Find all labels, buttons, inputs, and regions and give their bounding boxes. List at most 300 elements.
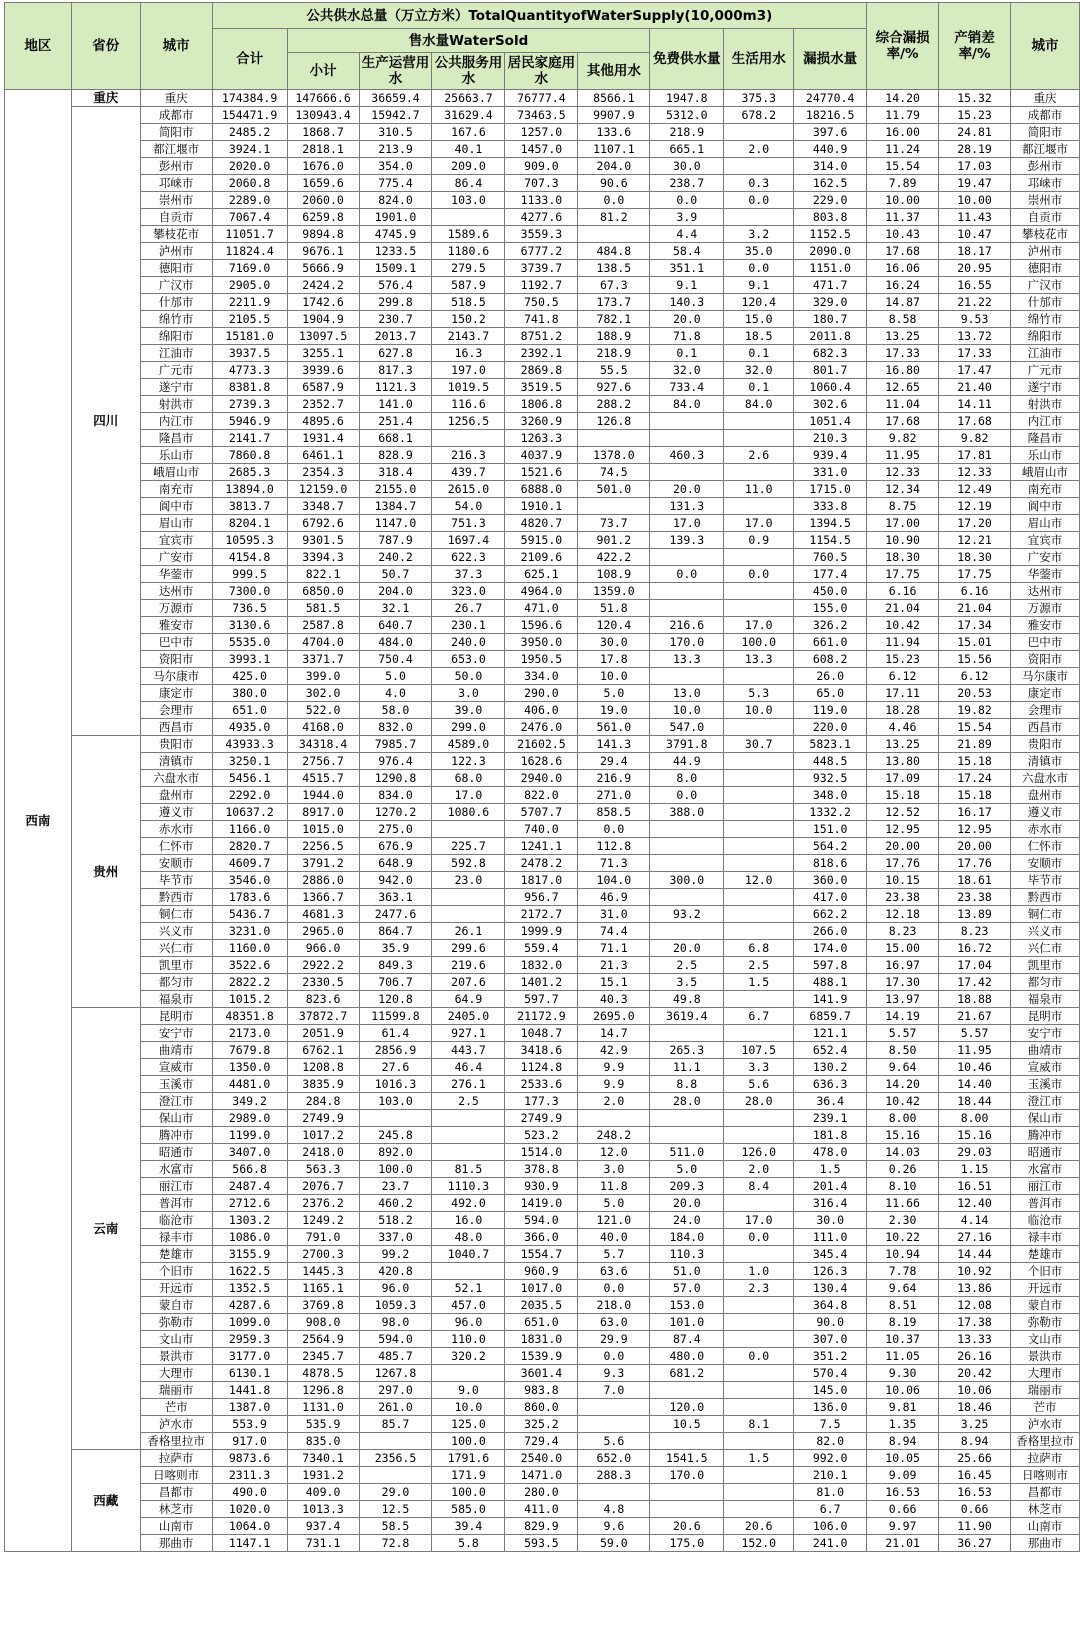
value-cell: 1086.0 [212, 1229, 287, 1246]
value-cell: 4154.8 [212, 549, 287, 566]
value-cell: 457.0 [432, 1297, 505, 1314]
city-right-cell: 雅安市 [1011, 617, 1080, 634]
value-cell: 648.9 [359, 855, 432, 872]
value-cell: 1457.0 [505, 141, 578, 158]
value-cell: 17.24 [939, 770, 1011, 787]
value-cell: 751.3 [432, 515, 505, 532]
value-cell: 892.0 [359, 1144, 432, 1161]
city-right-cell: 乐山市 [1011, 447, 1080, 464]
value-cell: 2540.0 [505, 1450, 578, 1467]
value-cell [724, 600, 794, 617]
value-cell [650, 1484, 724, 1501]
city-right-cell: 阆中市 [1011, 498, 1080, 515]
value-cell: 1509.1 [359, 260, 432, 277]
value-cell: 21.67 [939, 1008, 1011, 1025]
value-cell: 104.0 [578, 872, 650, 889]
value-cell: 27.16 [939, 1229, 1011, 1246]
value-cell: 1589.6 [432, 226, 505, 243]
value-cell: 0.9 [724, 532, 794, 549]
value-cell: 297.0 [359, 1382, 432, 1399]
city-right-cell: 腾冲市 [1011, 1127, 1080, 1144]
value-cell: 98.0 [359, 1314, 432, 1331]
value-cell: 4895.6 [287, 413, 359, 430]
table-row [5, 906, 1080, 923]
value-cell: 1950.5 [505, 651, 578, 668]
value-cell: 21.89 [939, 736, 1011, 753]
value-cell: 983.8 [505, 1382, 578, 1399]
value-cell: 564.2 [794, 838, 867, 855]
value-cell: 17.34 [939, 617, 1011, 634]
value-cell: 375.3 [724, 90, 794, 107]
value-cell: 750.4 [359, 651, 432, 668]
city-right-cell: 隆昌市 [1011, 430, 1080, 447]
value-cell: 1180.6 [432, 243, 505, 260]
value-cell: 1806.8 [505, 396, 578, 413]
city-right-cell: 马尔康市 [1011, 668, 1080, 685]
value-cell: 581.5 [287, 600, 359, 617]
value-cell: 14.20 [867, 1076, 939, 1093]
value-cell: 801.7 [794, 362, 867, 379]
value-cell: 32.0 [724, 362, 794, 379]
value-cell: 360.0 [794, 872, 867, 889]
value-cell: 261.0 [359, 1399, 432, 1416]
value-cell: 471.7 [794, 277, 867, 294]
value-cell: 119.0 [794, 702, 867, 719]
value-cell: 240.2 [359, 549, 432, 566]
value-cell: 0.0 [724, 1229, 794, 1246]
value-cell: 587.9 [432, 277, 505, 294]
value-cell: 82.0 [794, 1433, 867, 1450]
value-cell: 93.2 [650, 906, 724, 923]
city-cell: 马尔康市 [140, 668, 212, 685]
value-cell: 439.7 [432, 464, 505, 481]
value-cell: 930.9 [505, 1178, 578, 1195]
value-cell: 1445.3 [287, 1263, 359, 1280]
city-cell: 铜仁市 [140, 906, 212, 923]
value-cell: 29.9 [578, 1331, 650, 1348]
value-cell: 14.20 [867, 90, 939, 107]
value-cell: 8381.8 [212, 379, 287, 396]
value-cell: 15.23 [867, 651, 939, 668]
value-cell [432, 1365, 505, 1382]
value-cell: 2695.0 [578, 1008, 650, 1025]
value-cell: 2013.7 [359, 328, 432, 345]
value-cell: 17.75 [867, 566, 939, 583]
value-cell: 917.0 [212, 1433, 287, 1450]
value-cell: 960.9 [505, 1263, 578, 1280]
value-cell: 151.0 [794, 821, 867, 838]
value-cell: 3407.0 [212, 1144, 287, 1161]
value-cell: 0.1 [724, 379, 794, 396]
value-cell: 120.0 [650, 1399, 724, 1416]
value-cell: 1999.9 [505, 923, 578, 940]
value-cell: 3348.7 [287, 498, 359, 515]
city-cell: 内江市 [140, 413, 212, 430]
value-cell: 1.5 [724, 1450, 794, 1467]
value-cell [724, 923, 794, 940]
value-cell: 225.7 [432, 838, 505, 855]
city-right-cell: 黔西市 [1011, 889, 1080, 906]
value-cell: 2.6 [724, 447, 794, 464]
city-right-cell: 开远市 [1011, 1280, 1080, 1297]
value-cell: 10.47 [939, 226, 1011, 243]
value-cell: 17.0 [650, 515, 724, 532]
value-cell: 5.3 [724, 685, 794, 702]
value-cell: 625.1 [505, 566, 578, 583]
value-cell: 570.4 [794, 1365, 867, 1382]
value-cell: 366.0 [505, 1229, 578, 1246]
value-cell: 21.22 [939, 294, 1011, 311]
city-right-cell: 都匀市 [1011, 974, 1080, 991]
value-cell: 17.0 [724, 617, 794, 634]
value-cell: 0.1 [724, 345, 794, 362]
value-cell: 1152.5 [794, 226, 867, 243]
value-cell: 36.4 [794, 1093, 867, 1110]
value-cell: 2354.3 [287, 464, 359, 481]
value-cell: 5.8 [432, 1535, 505, 1552]
value-cell: 27.6 [359, 1059, 432, 1076]
table-row [5, 1127, 1080, 1144]
city-right-cell: 安顺市 [1011, 855, 1080, 872]
value-cell: 2822.2 [212, 974, 287, 991]
value-cell [432, 209, 505, 226]
table-row [5, 1059, 1080, 1076]
value-cell: 832.0 [359, 719, 432, 736]
value-cell: 2060.8 [212, 175, 287, 192]
value-cell: 6461.1 [287, 447, 359, 464]
value-cell: 0.0 [578, 1348, 650, 1365]
table-row [5, 277, 1080, 294]
production-header: 生产运营用水 [359, 53, 432, 90]
value-cell: 65.0 [794, 685, 867, 702]
city-right-cell: 拉萨市 [1011, 1450, 1080, 1467]
value-cell: 10.43 [867, 226, 939, 243]
value-cell: 9.30 [867, 1365, 939, 1382]
city-cell: 眉山市 [140, 515, 212, 532]
city-right-cell: 赤水市 [1011, 821, 1080, 838]
value-cell: 354.0 [359, 158, 432, 175]
table-row [5, 1178, 1080, 1195]
value-cell: 307.0 [794, 1331, 867, 1348]
city-cell: 江油市 [140, 345, 212, 362]
value-cell: 1154.5 [794, 532, 867, 549]
value-cell: 1350.0 [212, 1059, 287, 1076]
value-cell: 1697.4 [432, 532, 505, 549]
value-cell: 864.7 [359, 923, 432, 940]
value-cell: 2311.3 [212, 1467, 287, 1484]
table-row [5, 787, 1080, 804]
value-cell: 2615.0 [432, 481, 505, 498]
value-cell: 4168.0 [287, 719, 359, 736]
value-cell: 90.6 [578, 175, 650, 192]
value-cell: 0.0 [724, 1348, 794, 1365]
value-cell: 1121.3 [359, 379, 432, 396]
value-cell: 209.0 [432, 158, 505, 175]
value-cell: 3371.7 [287, 651, 359, 668]
value-cell: 170.0 [650, 634, 724, 651]
value-cell [724, 1467, 794, 1484]
value-cell: 4878.5 [287, 1365, 359, 1382]
value-cell: 314.0 [794, 158, 867, 175]
value-cell: 73.7 [578, 515, 650, 532]
table-row [5, 464, 1080, 481]
water-sold-group-header: 售水量WaterSold [287, 29, 650, 53]
value-cell: 1059.3 [359, 1297, 432, 1314]
value-cell [724, 889, 794, 906]
table-row [5, 753, 1080, 770]
city-right-cell: 泸州市 [1011, 243, 1080, 260]
value-cell: 1394.5 [794, 515, 867, 532]
value-cell: 218.9 [650, 124, 724, 141]
value-cell: 1.0 [724, 1263, 794, 1280]
value-cell [724, 753, 794, 770]
value-cell: 3177.0 [212, 1348, 287, 1365]
value-cell: 209.3 [650, 1178, 724, 1195]
value-cell: 31629.4 [432, 107, 505, 124]
value-cell: 3.25 [939, 1416, 1011, 1433]
value-cell: 12159.0 [287, 481, 359, 498]
value-cell: 0.3 [724, 175, 794, 192]
value-cell: 14.11 [939, 396, 1011, 413]
value-cell: 16.72 [939, 940, 1011, 957]
city-cell: 遵义市 [140, 804, 212, 821]
province-cell: 西藏 [71, 1450, 140, 1552]
value-cell: 4681.3 [287, 906, 359, 923]
value-cell: 7300.0 [212, 583, 287, 600]
value-cell: 1659.6 [287, 175, 359, 192]
value-cell: 364.8 [794, 1297, 867, 1314]
value-cell: 1378.0 [578, 447, 650, 464]
value-cell: 3231.0 [212, 923, 287, 940]
value-cell: 1944.0 [287, 787, 359, 804]
city-cell: 仁怀市 [140, 838, 212, 855]
value-cell: 17.42 [939, 974, 1011, 991]
value-cell: 2.5 [650, 957, 724, 974]
city-right-cell: 丽江市 [1011, 1178, 1080, 1195]
value-cell: 210.1 [794, 1467, 867, 1484]
value-cell: 52.1 [432, 1280, 505, 1297]
value-cell: 351.2 [794, 1348, 867, 1365]
value-cell: 96.0 [432, 1314, 505, 1331]
value-cell: 107.5 [724, 1042, 794, 1059]
value-cell: 2020.0 [212, 158, 287, 175]
value-cell: 333.8 [794, 498, 867, 515]
value-cell: 5666.9 [287, 260, 359, 277]
value-cell [650, 583, 724, 600]
table-row [5, 1484, 1080, 1501]
city-right-cell: 重庆 [1011, 90, 1080, 107]
value-cell: 561.0 [578, 719, 650, 736]
city-cell: 临沧市 [140, 1212, 212, 1229]
value-cell: 11.04 [867, 396, 939, 413]
value-cell: 5823.1 [794, 736, 867, 753]
city-cell: 德阳市 [140, 260, 212, 277]
value-cell: 932.5 [794, 770, 867, 787]
city-cell: 毕节市 [140, 872, 212, 889]
value-cell: 112.8 [578, 838, 650, 855]
value-cell: 4.14 [939, 1212, 1011, 1229]
value-cell: 9.64 [867, 1280, 939, 1297]
city-right-cell: 华蓥市 [1011, 566, 1080, 583]
value-cell: 24770.4 [794, 90, 867, 107]
value-cell: 12.95 [939, 821, 1011, 838]
value-cell: 46.4 [432, 1059, 505, 1076]
value-cell: 4481.0 [212, 1076, 287, 1093]
value-cell: 1676.0 [287, 158, 359, 175]
value-cell [578, 1110, 650, 1127]
value-cell: 908.0 [287, 1314, 359, 1331]
value-cell: 54.0 [432, 498, 505, 515]
value-cell: 7067.4 [212, 209, 287, 226]
table-row [5, 90, 1080, 107]
value-cell: 23.38 [939, 889, 1011, 906]
value-cell: 736.5 [212, 600, 287, 617]
value-cell [650, 430, 724, 447]
value-cell: 12.34 [867, 481, 939, 498]
value-cell: 15.1 [578, 974, 650, 991]
value-cell: 1332.2 [794, 804, 867, 821]
table-row [5, 991, 1080, 1008]
value-cell: 2485.2 [212, 124, 287, 141]
value-cell: 16.80 [867, 362, 939, 379]
value-cell: 4773.3 [212, 362, 287, 379]
value-cell: 17.33 [867, 345, 939, 362]
city-cell: 重庆 [140, 90, 212, 107]
value-cell [650, 838, 724, 855]
value-cell: 388.0 [650, 804, 724, 821]
value-cell: 1080.6 [432, 804, 505, 821]
value-cell: 24.81 [939, 124, 1011, 141]
value-cell [724, 583, 794, 600]
table-row [5, 226, 1080, 243]
value-cell: 39.0 [432, 702, 505, 719]
value-cell: 1384.7 [359, 498, 432, 515]
city-right-cell: 巴中市 [1011, 634, 1080, 651]
value-cell: 651.0 [212, 702, 287, 719]
value-cell: 8.8 [650, 1076, 724, 1093]
value-cell: 10.05 [867, 1450, 939, 1467]
value-cell: 12.08 [939, 1297, 1011, 1314]
city-cell: 资阳市 [140, 651, 212, 668]
value-cell: 20.6 [724, 1518, 794, 1535]
value-cell: 40.3 [578, 991, 650, 1008]
value-cell: 13894.0 [212, 481, 287, 498]
value-cell: 5.0 [578, 685, 650, 702]
value-cell: 43933.3 [212, 736, 287, 753]
value-cell: 2.5 [724, 957, 794, 974]
value-cell: 860.0 [505, 1399, 578, 1416]
city-right-cell: 江油市 [1011, 345, 1080, 362]
value-cell: 120.8 [359, 991, 432, 1008]
city-right-cell: 崇州市 [1011, 192, 1080, 209]
value-cell: 566.8 [212, 1161, 287, 1178]
value-cell: 1359.0 [578, 583, 650, 600]
table-row [5, 668, 1080, 685]
value-cell: 4964.0 [505, 583, 578, 600]
value-cell: 640.7 [359, 617, 432, 634]
value-cell [650, 1025, 724, 1042]
value-cell: 72.8 [359, 1535, 432, 1552]
city-right-cell: 兴仁市 [1011, 940, 1080, 957]
value-cell: 976.4 [359, 753, 432, 770]
table-row [5, 1433, 1080, 1450]
value-cell: 125.0 [432, 1416, 505, 1433]
value-cell [724, 787, 794, 804]
value-cell: 1199.0 [212, 1127, 287, 1144]
city-right-cell: 昆明市 [1011, 1008, 1080, 1025]
value-cell: 30.0 [650, 158, 724, 175]
value-cell: 1831.0 [505, 1331, 578, 1348]
value-cell: 170.0 [650, 1467, 724, 1484]
city-cell: 绵竹市 [140, 311, 212, 328]
value-cell: 5312.0 [650, 107, 724, 124]
value-cell: 141.0 [359, 396, 432, 413]
value-cell: 10637.2 [212, 804, 287, 821]
value-cell: 188.9 [578, 328, 650, 345]
value-cell: 90.0 [794, 1314, 867, 1331]
value-cell: 218.9 [578, 345, 650, 362]
value-cell: 518.2 [359, 1212, 432, 1229]
city-cell: 水富市 [140, 1161, 212, 1178]
table-row [5, 515, 1080, 532]
value-cell: 956.7 [505, 889, 578, 906]
value-cell [650, 600, 724, 617]
value-cell: 145.0 [794, 1382, 867, 1399]
value-cell: 12.40 [939, 1195, 1011, 1212]
city-right-cell: 德阳市 [1011, 260, 1080, 277]
value-cell: 8.19 [867, 1314, 939, 1331]
value-cell: 5.57 [939, 1025, 1011, 1042]
value-cell: 760.5 [794, 549, 867, 566]
value-cell [724, 1501, 794, 1518]
value-cell: 3155.9 [212, 1246, 287, 1263]
value-cell: 3601.4 [505, 1365, 578, 1382]
value-cell: 18.5 [724, 328, 794, 345]
value-cell: 10.42 [867, 617, 939, 634]
value-cell: 2090.0 [794, 243, 867, 260]
value-cell: 13.3 [724, 651, 794, 668]
value-cell: 130943.4 [287, 107, 359, 124]
table-row [5, 243, 1080, 260]
value-cell: 1.15 [939, 1161, 1011, 1178]
city-right-cell: 铜仁市 [1011, 906, 1080, 923]
value-cell: 2155.0 [359, 481, 432, 498]
value-cell: 180.7 [794, 311, 867, 328]
city-cell: 广汉市 [140, 277, 212, 294]
province-cell: 四川 [71, 107, 140, 736]
value-cell: 141.9 [794, 991, 867, 1008]
city-cell: 自贡市 [140, 209, 212, 226]
value-cell: 1742.6 [287, 294, 359, 311]
value-cell: 927.1 [432, 1025, 505, 1042]
city-cell: 凯里市 [140, 957, 212, 974]
value-cell: 2.30 [867, 1212, 939, 1229]
value-cell: 15942.7 [359, 107, 432, 124]
value-cell: 622.3 [432, 549, 505, 566]
value-cell: 30.0 [578, 634, 650, 651]
value-cell: 276.1 [432, 1076, 505, 1093]
value-cell: 3250.1 [212, 753, 287, 770]
water-supply-table [4, 2, 1080, 1552]
value-cell: 16.06 [867, 260, 939, 277]
total-header: 合计 [212, 29, 287, 90]
value-cell: 834.0 [359, 787, 432, 804]
city-cell: 南充市 [140, 481, 212, 498]
value-cell [724, 1246, 794, 1263]
value-cell [432, 1263, 505, 1280]
value-cell: 2749.9 [505, 1110, 578, 1127]
city-cell: 攀枝花市 [140, 226, 212, 243]
